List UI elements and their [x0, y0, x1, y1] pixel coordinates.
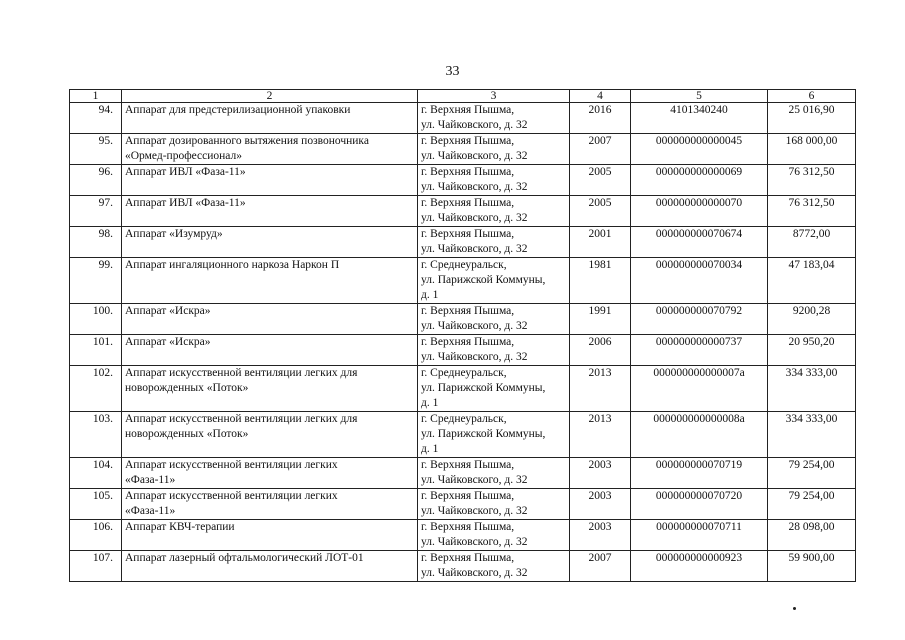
- year-cell: 2003: [570, 458, 631, 489]
- table-row: [70, 458, 856, 489]
- row-number-cell: 96.: [70, 165, 122, 196]
- address-cell-line: ул. Чайковского, д. 32: [421, 536, 528, 548]
- address-cell: [418, 258, 570, 304]
- table-row: [70, 551, 856, 582]
- address-cell: [418, 412, 570, 458]
- address-cell-line: г. Верхняя Пышма,: [421, 552, 515, 564]
- year-cell: 1991: [570, 304, 631, 335]
- address-cell-line: ул. Чайковского, д. 32: [421, 505, 528, 517]
- item-name-cell: [122, 520, 418, 551]
- address-cell-line: ул. Чайковского, д. 32: [421, 351, 528, 363]
- item-name-cell-line: Аппарат КВЧ-терапии: [125, 521, 235, 533]
- address-cell: [418, 165, 570, 196]
- column-header: 2: [122, 90, 418, 103]
- year-cell: 2005: [570, 165, 631, 196]
- inventory-number-cell: 000000000000007а: [631, 366, 768, 412]
- item-name-cell: [122, 489, 418, 520]
- inventory-number-cell: 000000000070034: [631, 258, 768, 304]
- cost-cell: 76 312,50: [768, 165, 856, 196]
- address-cell: [418, 489, 570, 520]
- cost-cell: 8772,00: [768, 227, 856, 258]
- item-name-cell-line: Аппарат для предстерилизационной упаковки: [125, 104, 351, 116]
- row-number-cell: 97.: [70, 196, 122, 227]
- item-name-cell: [122, 366, 418, 412]
- item-name-cell-line: Аппарат ИВЛ «Фаза-11»: [125, 166, 246, 178]
- column-header: 3: [418, 90, 570, 103]
- item-name-cell: [122, 196, 418, 227]
- cost-cell: 47 183,04: [768, 258, 856, 304]
- table-row: [70, 489, 856, 520]
- year-cell: 2001: [570, 227, 631, 258]
- item-name-cell: [122, 551, 418, 582]
- year-cell: 2003: [570, 520, 631, 551]
- address-cell-line: д. 1: [421, 289, 439, 301]
- item-name-cell: [122, 458, 418, 489]
- item-name-cell-line: Аппарат ингаляционного наркоза Наркон П: [125, 259, 340, 271]
- address-cell-line: г. Верхняя Пышма,: [421, 521, 515, 533]
- address-cell-line: ул. Чайковского, д. 32: [421, 567, 528, 579]
- address-cell: [418, 458, 570, 489]
- table-row: [70, 227, 856, 258]
- address-cell-line: д. 1: [421, 443, 439, 455]
- year-cell: 2003: [570, 489, 631, 520]
- year-cell: 2006: [570, 335, 631, 366]
- address-cell-line: г. Верхняя Пышма,: [421, 336, 515, 348]
- address-cell: [418, 335, 570, 366]
- row-number-cell: 99.: [70, 258, 122, 304]
- row-number-cell: 98.: [70, 227, 122, 258]
- row-number-cell: 100.: [70, 304, 122, 335]
- item-name-cell-line: Аппарат искусственной вентиляции легких: [125, 490, 338, 502]
- row-number-cell: 95.: [70, 134, 122, 165]
- item-name-cell: [122, 412, 418, 458]
- table-row: [70, 412, 856, 458]
- address-cell-line: ул. Чайковского, д. 32: [421, 243, 528, 255]
- inventory-number-cell: 000000000000008а: [631, 412, 768, 458]
- item-name-cell: [122, 227, 418, 258]
- item-name-cell: [122, 165, 418, 196]
- item-name-cell-line: Аппарат искусственной вентиляции легких для: [125, 367, 358, 379]
- address-cell: [418, 304, 570, 335]
- inventory-number-cell: 000000000000923: [631, 551, 768, 582]
- address-cell: [418, 366, 570, 412]
- row-number-cell: 101.: [70, 335, 122, 366]
- row-number-cell: 105.: [70, 489, 122, 520]
- item-name-cell-line: Аппарат «Искра»: [125, 305, 211, 317]
- item-name-cell-line: «Фаза-11»: [125, 505, 176, 517]
- inventory-number-cell: 000000000000069: [631, 165, 768, 196]
- table-row: [70, 196, 856, 227]
- address-cell-line: ул. Чайковского, д. 32: [421, 474, 528, 486]
- item-name-cell-line: Аппарат ИВЛ «Фаза-11»: [125, 197, 246, 209]
- table-header-row: [70, 90, 856, 103]
- row-number-cell: 94.: [70, 103, 122, 134]
- address-cell-line: г. Среднеуральск,: [421, 413, 507, 425]
- address-cell-line: ул. Чайковского, д. 32: [421, 150, 528, 162]
- address-cell-line: г. Верхняя Пышма,: [421, 135, 515, 147]
- cost-cell: 59 900,00: [768, 551, 856, 582]
- table-row: [70, 520, 856, 551]
- address-cell-line: ул. Парижской Коммуны,: [421, 428, 546, 440]
- address-cell-line: г. Верхняя Пышма,: [421, 490, 515, 502]
- year-cell: 1981: [570, 258, 631, 304]
- address-cell: [418, 227, 570, 258]
- item-name-cell-line: Аппарат искусственной вентиляции легких для: [125, 413, 358, 425]
- year-cell: 2005: [570, 196, 631, 227]
- table-row: [70, 103, 856, 134]
- cost-cell: 28 098,00: [768, 520, 856, 551]
- address-cell-line: г. Верхняя Пышма,: [421, 166, 515, 178]
- page-number: 33: [445, 64, 460, 79]
- column-header: 5: [631, 90, 768, 103]
- inventory-table: [69, 89, 856, 582]
- table-body: [70, 90, 856, 582]
- year-cell: 2007: [570, 134, 631, 165]
- row-number-cell: 107.: [70, 551, 122, 582]
- row-number-cell: 102.: [70, 366, 122, 412]
- item-name-cell: [122, 258, 418, 304]
- inventory-number-cell: 000000000070719: [631, 458, 768, 489]
- address-cell-line: ул. Чайковского, д. 32: [421, 119, 528, 131]
- address-cell: [418, 134, 570, 165]
- address-cell-line: г. Верхняя Пышма,: [421, 104, 515, 116]
- address-cell-line: д. 1: [421, 397, 439, 409]
- cost-cell: 79 254,00: [768, 489, 856, 520]
- address-cell-line: ул. Парижской Коммуны,: [421, 382, 546, 394]
- item-name-cell-line: Аппарат «Изумруд»: [125, 228, 223, 240]
- item-name-cell: [122, 335, 418, 366]
- table-row: [70, 258, 856, 304]
- item-name-cell: [122, 103, 418, 134]
- address-cell-line: ул. Чайковского, д. 32: [421, 212, 528, 224]
- year-cell: 2013: [570, 366, 631, 412]
- year-cell: 2013: [570, 412, 631, 458]
- cost-cell: 25 016,90: [768, 103, 856, 134]
- item-name-cell-line: Аппарат дозированного вытяжения позвоночника: [125, 135, 369, 147]
- address-cell: [418, 520, 570, 551]
- item-name-cell: [122, 134, 418, 165]
- table-row: [70, 366, 856, 412]
- address-cell-line: г. Среднеуральск,: [421, 259, 507, 271]
- cost-cell: 76 312,50: [768, 196, 856, 227]
- address-cell-line: ул. Чайковского, д. 32: [421, 320, 528, 332]
- item-name-cell-line: Аппарат «Искра»: [125, 336, 211, 348]
- item-name-cell-line: «Ормед-профессионал»: [125, 150, 242, 162]
- cost-cell: 79 254,00: [768, 458, 856, 489]
- table-row: [70, 335, 856, 366]
- item-name-cell-line: Аппарат лазерный офтальмологический ЛОТ-01: [125, 552, 364, 564]
- table-row: [70, 304, 856, 335]
- inventory-number-cell: 000000000070711: [631, 520, 768, 551]
- item-name-cell-line: новорожденных «Поток»: [125, 382, 249, 394]
- address-cell: [418, 551, 570, 582]
- address-cell-line: г. Среднеуральск,: [421, 367, 507, 379]
- cost-cell: 334 333,00: [768, 412, 856, 458]
- row-number-cell: 106.: [70, 520, 122, 551]
- table-row: [70, 165, 856, 196]
- item-name-cell-line: новорожденных «Поток»: [125, 428, 249, 440]
- inventory-number-cell: 000000000000737: [631, 335, 768, 366]
- address-cell-line: г. Верхняя Пышма,: [421, 197, 515, 209]
- cost-cell: 20 950,20: [768, 335, 856, 366]
- inventory-number-cell: 000000000000045: [631, 134, 768, 165]
- cost-cell: 168 000,00: [768, 134, 856, 165]
- inventory-number-cell: 000000000070674: [631, 227, 768, 258]
- address-cell: [418, 196, 570, 227]
- address-cell: [418, 103, 570, 134]
- column-header: 1: [70, 90, 122, 103]
- cost-cell: 334 333,00: [768, 366, 856, 412]
- year-cell: 2016: [570, 103, 631, 134]
- address-cell-line: ул. Парижской Коммуны,: [421, 274, 546, 286]
- table-row: [70, 134, 856, 165]
- inventory-number-cell: 000000000070720: [631, 489, 768, 520]
- stray-dot: [793, 607, 796, 610]
- row-number-cell: 103.: [70, 412, 122, 458]
- item-name-cell-line: Аппарат искусственной вентиляции легких: [125, 459, 338, 471]
- address-cell-line: г. Верхняя Пышма,: [421, 305, 515, 317]
- item-name-cell: [122, 304, 418, 335]
- item-name-cell-line: «Фаза-11»: [125, 474, 176, 486]
- address-cell-line: г. Верхняя Пышма,: [421, 228, 515, 240]
- address-cell-line: ул. Чайковского, д. 32: [421, 181, 528, 193]
- address-cell-line: г. Верхняя Пышма,: [421, 459, 515, 471]
- column-header: 6: [768, 90, 856, 103]
- inventory-number-cell: 000000000000070: [631, 196, 768, 227]
- year-cell: 2007: [570, 551, 631, 582]
- row-number-cell: 104.: [70, 458, 122, 489]
- inventory-number-cell: 4101340240: [631, 103, 768, 134]
- column-header: 4: [570, 90, 631, 103]
- inventory-number-cell: 000000000070792: [631, 304, 768, 335]
- cost-cell: 9200,28: [768, 304, 856, 335]
